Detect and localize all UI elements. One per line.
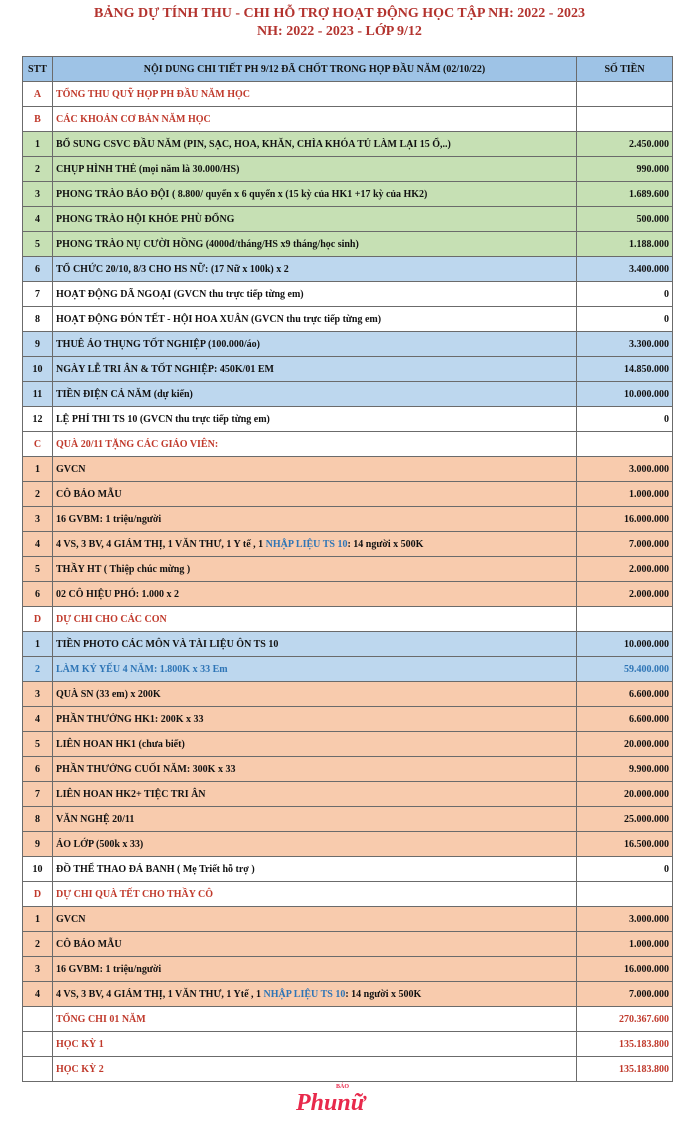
row-amount: 135.183.800: [577, 1057, 673, 1082]
row-text: CÁC KHOẢN CƠ BẢN NĂM HỌC: [56, 113, 211, 125]
table-row: [23, 457, 673, 482]
row-text: DỰ CHI QUÀ TẾT CHO THẦY CÔ: [56, 888, 214, 900]
table-row: [23, 857, 673, 882]
table-row: [23, 232, 673, 257]
row-amount: 16.000.000: [577, 507, 673, 532]
row-stt: [23, 1032, 53, 1057]
row-content: [53, 182, 577, 207]
row-text: 4 VS, 3 BV, 4 GIÁM THỊ, 1 VĂN THƯ, 1 Y tế , 1: [56, 538, 266, 550]
row-content: [53, 457, 577, 482]
row-stt: 2: [23, 482, 53, 507]
row-stt: 2: [23, 157, 53, 182]
table-row: [23, 557, 673, 582]
row-amount: 2.000.000: [577, 557, 673, 582]
row-content: [53, 482, 577, 507]
row-content: [53, 157, 577, 182]
row-text: CÔ BẢO MẪU: [56, 938, 122, 950]
row-text: TIỀN PHOTO CÁC MÔN VÀ TÀI LIỆU ÔN TS 10: [56, 638, 279, 650]
row-content: [53, 1007, 577, 1032]
row-stt: 7: [23, 782, 53, 807]
row-stt: C: [23, 432, 53, 457]
row-amount: 1.000.000: [577, 482, 673, 507]
table-row: [23, 582, 673, 607]
row-text: PHONG TRÀO NỤ CƯỜI HỒNG (4000đ/tháng/HS x9 tháng/học sinh): [56, 238, 359, 250]
row-text: HOẠT ĐỘNG ĐÓN TẾT - HỘI HOA XUÂN (GVCN thu trực tiếp từng em): [56, 313, 382, 325]
row-stt: 9: [23, 832, 53, 857]
table-row: [23, 432, 673, 457]
row-stt: 3: [23, 507, 53, 532]
row-text: 4 VS, 3 BV, 4 GIÁM THỊ, 1 VĂN THƯ, 1 Ytế , 1: [56, 988, 264, 1000]
row-stt: 8: [23, 307, 53, 332]
row-stt: 8: [23, 807, 53, 832]
table-row: [23, 382, 673, 407]
row-amount: 500.000: [577, 207, 673, 232]
row-amount: 3.000.000: [577, 457, 673, 482]
row-stt: 5: [23, 232, 53, 257]
table-row: [23, 282, 673, 307]
row-tail: : 14 người x 500K: [345, 988, 422, 1000]
table-row: [23, 657, 673, 682]
watermark-small-label: BÁO: [336, 1084, 350, 1090]
row-content: [53, 982, 577, 1007]
table-row: [23, 207, 673, 232]
table-row: [23, 957, 673, 982]
row-amount: 1.689.600: [577, 182, 673, 207]
row-stt: 6: [23, 757, 53, 782]
row-content: [53, 82, 577, 107]
row-amount: 1.000.000: [577, 932, 673, 957]
table-header: [23, 57, 673, 82]
row-stt: 3: [23, 682, 53, 707]
row-text: 16 GVBM: 1 triệu/người: [56, 963, 162, 975]
row-content: [53, 332, 577, 357]
row-text: VĂN NGHỆ 20/11: [56, 813, 135, 825]
row-text: QUÀ 20/11 TẶNG CÁC GIÁO VIÊN:: [56, 438, 219, 450]
row-stt: 9: [23, 332, 53, 357]
table-row: [23, 682, 673, 707]
row-text: 02 CÔ HIỆU PHÓ: 1.000 x 2: [56, 588, 180, 600]
table-row: [23, 332, 673, 357]
row-content: [53, 407, 577, 432]
row-stt: 1: [23, 132, 53, 157]
row-text: TỔNG CHI 01 NĂM: [56, 1013, 146, 1025]
row-text: PHẦN THƯỞNG HK1: 200K x 33: [56, 713, 204, 725]
row-content: [53, 907, 577, 932]
row-content: [53, 382, 577, 407]
row-content: [53, 857, 577, 882]
row-amount: 25.000.000: [577, 807, 673, 832]
row-amount: 9.900.000: [577, 757, 673, 782]
row-stt: 5: [23, 557, 53, 582]
table-row: [23, 107, 673, 132]
row-text: THẦY HT ( Thiệp chúc mừng ): [56, 563, 191, 575]
table-row: [23, 1032, 673, 1057]
row-content: [53, 307, 577, 332]
row-content: [53, 882, 577, 907]
row-amount: 2.000.000: [577, 582, 673, 607]
table-row: [23, 182, 673, 207]
row-stt: 11: [23, 382, 53, 407]
table-row: [23, 907, 673, 932]
row-amount: [577, 107, 673, 132]
row-amount: 59.400.000: [577, 657, 673, 682]
row-content: [53, 132, 577, 157]
table-row: [23, 82, 673, 107]
row-amount: 16.000.000: [577, 957, 673, 982]
row-text: TỔ CHỨC 20/10, 8/3 CHO HS NỮ: (17 Nữ x 100k) x 2: [56, 263, 289, 275]
table-row: [23, 782, 673, 807]
row-amount: 14.850.000: [577, 357, 673, 382]
table-row: [23, 932, 673, 957]
row-text: LÀM KỶ YẾU 4 NĂM: 1.800K x 33 Em: [56, 663, 228, 675]
row-stt: 4: [23, 532, 53, 557]
row-text: ÁO LỚP (500k x 33): [56, 838, 144, 850]
row-stt: [23, 1057, 53, 1082]
row-amount: 3.000.000: [577, 907, 673, 932]
row-content: [53, 682, 577, 707]
row-stt: 7: [23, 282, 53, 307]
row-text: 16 GVBM: 1 triệu/người: [56, 513, 162, 525]
row-amount: 990.000: [577, 157, 673, 182]
row-content: [53, 507, 577, 532]
row-stt: 1: [23, 632, 53, 657]
row-content: [53, 1032, 577, 1057]
row-text: LỆ PHÍ THI TS 10 (GVCN thu trực tiếp từng em): [56, 413, 270, 425]
row-text: CÔ BẢO MẪU: [56, 488, 122, 500]
row-tail: : 14 người x 500K: [347, 538, 424, 550]
row-amount: 135.183.800: [577, 1032, 673, 1057]
row-stt: 3: [23, 957, 53, 982]
table-row: [23, 607, 673, 632]
row-content: [53, 707, 577, 732]
row-content: [53, 657, 577, 682]
row-amount: [577, 882, 673, 907]
row-content: [53, 557, 577, 582]
row-amount: [577, 607, 673, 632]
row-text: HỌC KỲ 2: [56, 1063, 104, 1075]
row-text: GVCN: [56, 463, 86, 475]
brand-watermark: [296, 1084, 366, 1117]
row-stt: 2: [23, 932, 53, 957]
row-content: [53, 282, 577, 307]
row-stt: 10: [23, 357, 53, 382]
table-row: [23, 882, 673, 907]
row-content: [53, 807, 577, 832]
row-highlight: NHẬP LIỆU TS 10: [265, 538, 348, 550]
row-text: LIÊN HOAN HK1 (chưa biết): [56, 738, 185, 750]
row-content: [53, 357, 577, 382]
row-amount: 10.000.000: [577, 382, 673, 407]
row-stt: 6: [23, 257, 53, 282]
row-content: [53, 582, 577, 607]
row-text: TỔNG THU QUỸ HỌP PH ĐẦU NĂM HỌC: [56, 88, 250, 100]
row-amount: 6.600.000: [577, 682, 673, 707]
row-amount: 7.000.000: [577, 532, 673, 557]
row-amount: 0: [577, 282, 673, 307]
row-text: PHONG TRÀO HỘI KHỎE PHÙ ĐỔNG: [56, 213, 235, 225]
row-stt: 2: [23, 657, 53, 682]
row-stt: 1: [23, 457, 53, 482]
table-row: [23, 357, 673, 382]
row-amount: 270.367.600: [577, 1007, 673, 1032]
row-text: BỔ SUNG CSVC ĐẦU NĂM (PIN, SẠC, HOA, KHĂN, CHÌA KHÓA TỦ LÀM LẠI 15 Ổ,..): [56, 138, 451, 150]
row-content: [53, 832, 577, 857]
row-text: GVCN: [56, 913, 86, 925]
row-amount: 0: [577, 307, 673, 332]
row-text: PHONG TRÀO BÁO ĐỘI ( 8.800/ quyển x 6 quyển x (15 kỳ của HK1 +17 kỳ của HK2): [56, 188, 428, 200]
table-row: [23, 307, 673, 332]
row-text: HOẠT ĐỘNG DÃ NGOẠI (GVCN thu trực tiếp từng em): [56, 288, 304, 300]
table-row: [23, 532, 673, 557]
row-amount: 0: [577, 407, 673, 432]
row-text: PHẦN THƯỞNG CUỐI NĂM: 300K x 33: [56, 763, 236, 775]
row-stt: 1: [23, 907, 53, 932]
table-row: [23, 1057, 673, 1082]
row-stt: 3: [23, 182, 53, 207]
table-row: [23, 1007, 673, 1032]
row-amount: 1.188.000: [577, 232, 673, 257]
row-content: [53, 232, 577, 257]
table-row: [23, 482, 673, 507]
row-amount: 16.500.000: [577, 832, 673, 857]
row-content: [53, 957, 577, 982]
page-title: BẢNG DỰ TÍNH THU - CHI HỖ TRỢ HOẠT ĐỘNG HỌC TẬP NH: 2022 - 2023: [94, 6, 585, 21]
row-text: HỌC KỲ 1: [56, 1038, 104, 1050]
row-stt: D: [23, 882, 53, 907]
row-text: LIÊN HOAN HK2+ TIỆC TRI ÂN: [56, 788, 206, 800]
row-text: QUÀ SN (33 em) x 200K: [56, 688, 161, 700]
row-amount: 0: [577, 857, 673, 882]
row-text: DỰ CHI CHO CÁC CON: [56, 613, 167, 625]
watermark-brand: Phunữ: [296, 1090, 366, 1116]
row-stt: 4: [23, 207, 53, 232]
row-stt: 6: [23, 582, 53, 607]
row-amount: [577, 432, 673, 457]
row-content: [53, 932, 577, 957]
row-stt: B: [23, 107, 53, 132]
row-amount: [577, 82, 673, 107]
row-content: [53, 1057, 577, 1082]
row-content: [53, 632, 577, 657]
row-amount: 7.000.000: [577, 982, 673, 1007]
table-row: [23, 832, 673, 857]
table-row: [23, 732, 673, 757]
row-stt: [23, 1007, 53, 1032]
row-text: ĐỒ THỂ THAO ĐÁ BANH ( Mẹ Triết hỗ trợ ): [56, 863, 255, 875]
header-content: NỘI DUNG CHI TIẾT PH 9/12 ĐÃ CHỐT TRONG HỌP ĐẦU NĂM (02/10/22): [53, 57, 577, 82]
table-row: [23, 257, 673, 282]
row-amount: 6.600.000: [577, 707, 673, 732]
row-stt: 12: [23, 407, 53, 432]
row-content: [53, 107, 577, 132]
row-amount: 2.450.000: [577, 132, 673, 157]
table-row: [23, 632, 673, 657]
row-text: CHỤP HÌNH THẺ (mọi năm là 30.000/HS): [56, 163, 240, 175]
row-amount: 20.000.000: [577, 732, 673, 757]
row-amount: 3.300.000: [577, 332, 673, 357]
row-stt: D: [23, 607, 53, 632]
row-text: THUÊ ÁO THỤNG TỐT NGHIỆP (100.000/áo): [56, 338, 260, 350]
row-content: [53, 782, 577, 807]
header-amount: SỐ TIỀN: [577, 57, 673, 82]
row-amount: 3.400.000: [577, 257, 673, 282]
row-amount: 10.000.000: [577, 632, 673, 657]
row-amount: 20.000.000: [577, 782, 673, 807]
row-stt: 10: [23, 857, 53, 882]
table-row: [23, 707, 673, 732]
budget-table: [22, 56, 673, 1082]
row-content: [53, 207, 577, 232]
row-content: [53, 432, 577, 457]
table-row: [23, 157, 673, 182]
row-stt: A: [23, 82, 53, 107]
table-row: [23, 757, 673, 782]
row-content: [53, 757, 577, 782]
row-content: [53, 732, 577, 757]
row-text: TIỀN ĐIỆN CẢ NĂM (dự kiến): [56, 388, 193, 400]
row-content: [53, 532, 577, 557]
row-content: [53, 257, 577, 282]
row-text: NGÀY LỄ TRI ÂN & TỐT NGHIỆP: 450K/01 EM: [56, 363, 274, 375]
row-highlight: NHẬP LIỆU TS 10: [263, 988, 346, 1000]
table-row: [23, 407, 673, 432]
table-row: [23, 982, 673, 1007]
row-stt: 4: [23, 982, 53, 1007]
row-content: [53, 607, 577, 632]
header-stt: STT: [23, 57, 53, 82]
page-subtitle: NH: 2022 - 2023 - LỚP 9/12: [257, 24, 422, 39]
table-row: [23, 807, 673, 832]
table-row: [23, 507, 673, 532]
row-stt: 5: [23, 732, 53, 757]
table-row: [23, 132, 673, 157]
row-stt: 4: [23, 707, 53, 732]
